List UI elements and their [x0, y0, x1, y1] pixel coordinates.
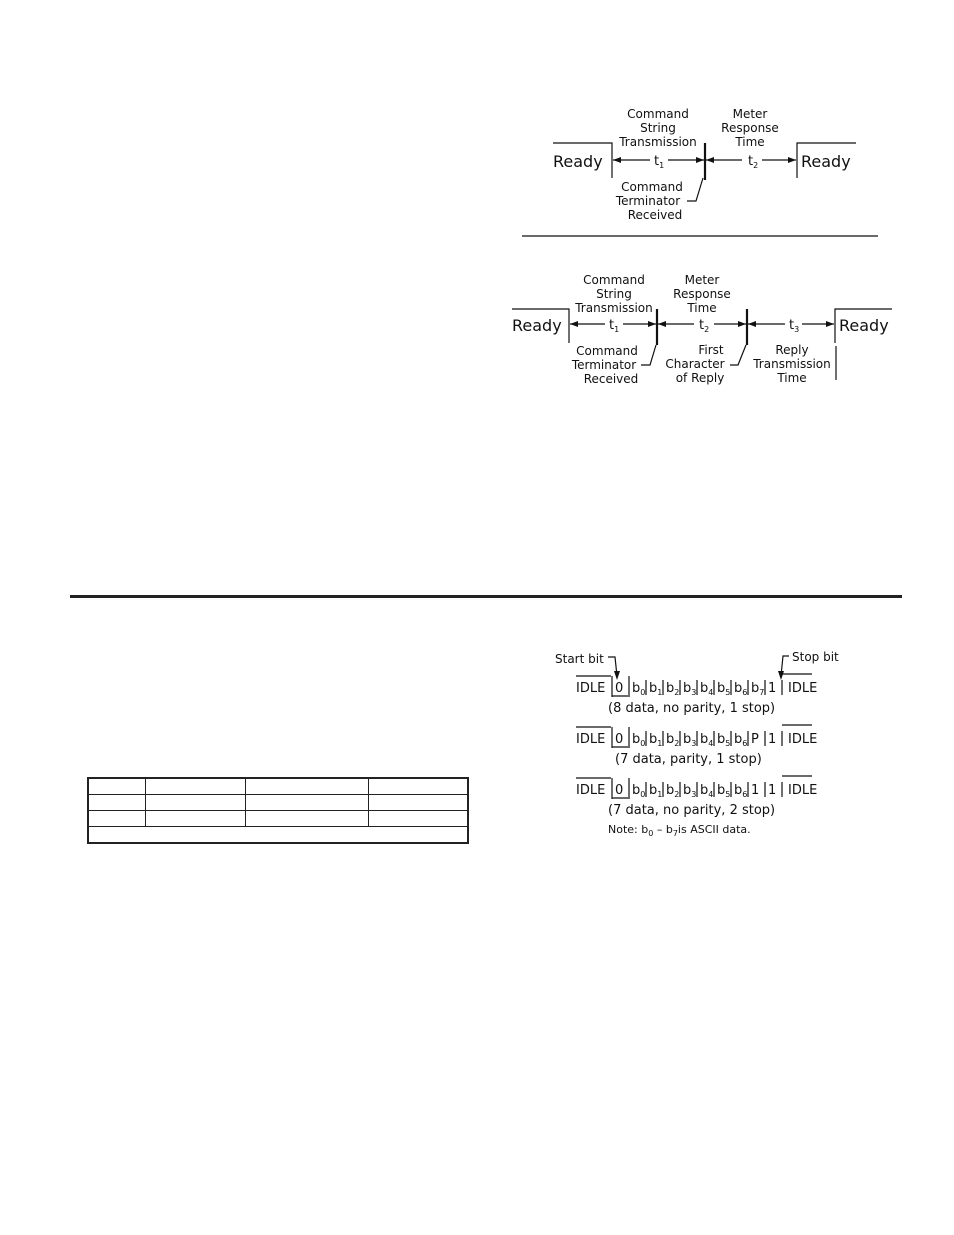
t1-label: $t_1$: [654, 154, 665, 170]
frame-caption: (8 data, no parity, 1 stop): [608, 701, 776, 716]
label-terminator-2: Terminator: [615, 194, 681, 208]
label-meter-2: Response: [721, 121, 779, 135]
arrowhead: [570, 321, 578, 327]
bit-cell: 1: [751, 783, 760, 798]
label-terminator-3: Received: [627, 208, 683, 222]
arrowhead: [778, 671, 784, 680]
t2-label: $t_2$: [699, 318, 710, 334]
bit-cell: $b_4$: [700, 681, 714, 697]
bit-cell: $b_5$: [717, 681, 731, 697]
bit-cell: P: [751, 732, 759, 747]
bit-cell: 0: [615, 681, 624, 696]
bit-cell: $b_5$: [717, 732, 731, 748]
label-command-1: Command: [583, 273, 645, 287]
label-first-char-3: of Reply: [675, 371, 725, 385]
idle-right: IDLE: [788, 681, 818, 696]
label-meter-3: Time: [687, 301, 717, 315]
bit-cell: $b_1$: [649, 732, 663, 748]
idle-right: IDLE: [788, 732, 818, 747]
bit-cell: 0: [615, 732, 624, 747]
bit-cell: $b_5$: [717, 783, 731, 799]
frame-note: Note: $b_0 - b_7is$ ASCII data.: [608, 823, 751, 838]
label-first-char-2: Character: [665, 357, 725, 371]
idle-left: IDLE: [576, 681, 606, 696]
bit-cell: $b_2$: [666, 732, 680, 748]
timing-diagram-query: [0, 250, 954, 450]
ready-left: Ready: [512, 316, 562, 335]
bit-cell: $b_7$: [751, 681, 765, 697]
section-divider: [70, 595, 902, 598]
arrowhead: [826, 321, 834, 327]
label-terminator-3: Received: [583, 372, 639, 386]
bit-cell: $b_0$: [632, 732, 646, 748]
timing-diagram-command: [0, 0, 954, 250]
label-terminator-2: Terminator: [571, 358, 637, 372]
bit-cell: $b_3$: [683, 732, 697, 748]
bit-cell: $b_1$: [649, 783, 663, 799]
bit-cell: $b_4$: [700, 783, 714, 799]
bit-cell: $b_6$: [734, 732, 748, 748]
leader-line: [641, 345, 656, 365]
label-command-3: Transmission: [619, 135, 697, 149]
label-meter-1: Meter: [732, 107, 768, 121]
arrowhead: [696, 157, 704, 163]
start-bit-label: Start bit: [555, 652, 604, 666]
label-command-1: Command: [627, 107, 689, 121]
arrowhead: [648, 321, 656, 327]
label-command-2: String: [596, 287, 632, 301]
arrowhead: [788, 157, 796, 163]
label-meter-2: Response: [673, 287, 731, 301]
bit-cell: $b_1$: [649, 681, 663, 697]
arrowhead: [706, 157, 714, 163]
t3-label: $t_3$: [789, 318, 800, 334]
label-first-char-1: First: [698, 343, 724, 357]
leader-line: [730, 345, 746, 365]
stop-bit-label: Stop bit: [792, 650, 839, 664]
t2-label: $t_2$: [748, 154, 759, 170]
bit-cell: $b_0$: [632, 783, 646, 799]
idle-left: IDLE: [576, 783, 606, 798]
arrowhead: [613, 157, 621, 163]
label-reply-2: Transmission: [753, 357, 831, 371]
bit-cell: 0: [615, 783, 624, 798]
ready-right: Ready: [839, 316, 889, 335]
label-terminator-1: Command: [621, 180, 683, 194]
bit-cell: $b_3$: [683, 681, 697, 697]
arrowhead: [738, 321, 746, 327]
bit-cell: $b_6$: [734, 681, 748, 697]
label-terminator-1: Command: [576, 344, 638, 358]
arrowhead: [748, 321, 756, 327]
label-command-2: String: [640, 121, 676, 135]
frame-caption: (7 data, no parity, 2 stop): [608, 803, 776, 818]
serial-frame-diagram: [0, 630, 954, 890]
ready-right: Ready: [801, 152, 851, 171]
bit-cell: 1: [768, 783, 777, 798]
label-meter-1: Meter: [684, 273, 720, 287]
bit-cell: 1: [768, 681, 777, 696]
ready-left: Ready: [553, 152, 603, 171]
bit-cell: $b_2$: [666, 681, 680, 697]
label-reply-3: Time: [777, 371, 807, 385]
bit-cell: $b_0$: [632, 681, 646, 697]
bit-cell: $b_6$: [734, 783, 748, 799]
bit-cell: $b_3$: [683, 783, 697, 799]
leader-line: [687, 178, 703, 201]
bit-cell: 1: [768, 732, 777, 747]
label-reply-1: Reply: [775, 343, 809, 357]
idle-right: IDLE: [788, 783, 818, 798]
arrowhead: [614, 671, 620, 680]
frame-caption: (7 data, parity, 1 stop): [615, 752, 762, 767]
label-meter-3: Time: [735, 135, 765, 149]
bit-cell: $b_2$: [666, 783, 680, 799]
idle-left: IDLE: [576, 732, 606, 747]
bit-cell: $b_4$: [700, 732, 714, 748]
label-command-3: Transmission: [575, 301, 653, 315]
arrowhead: [658, 321, 666, 327]
t1-label: $t_1$: [609, 318, 620, 334]
